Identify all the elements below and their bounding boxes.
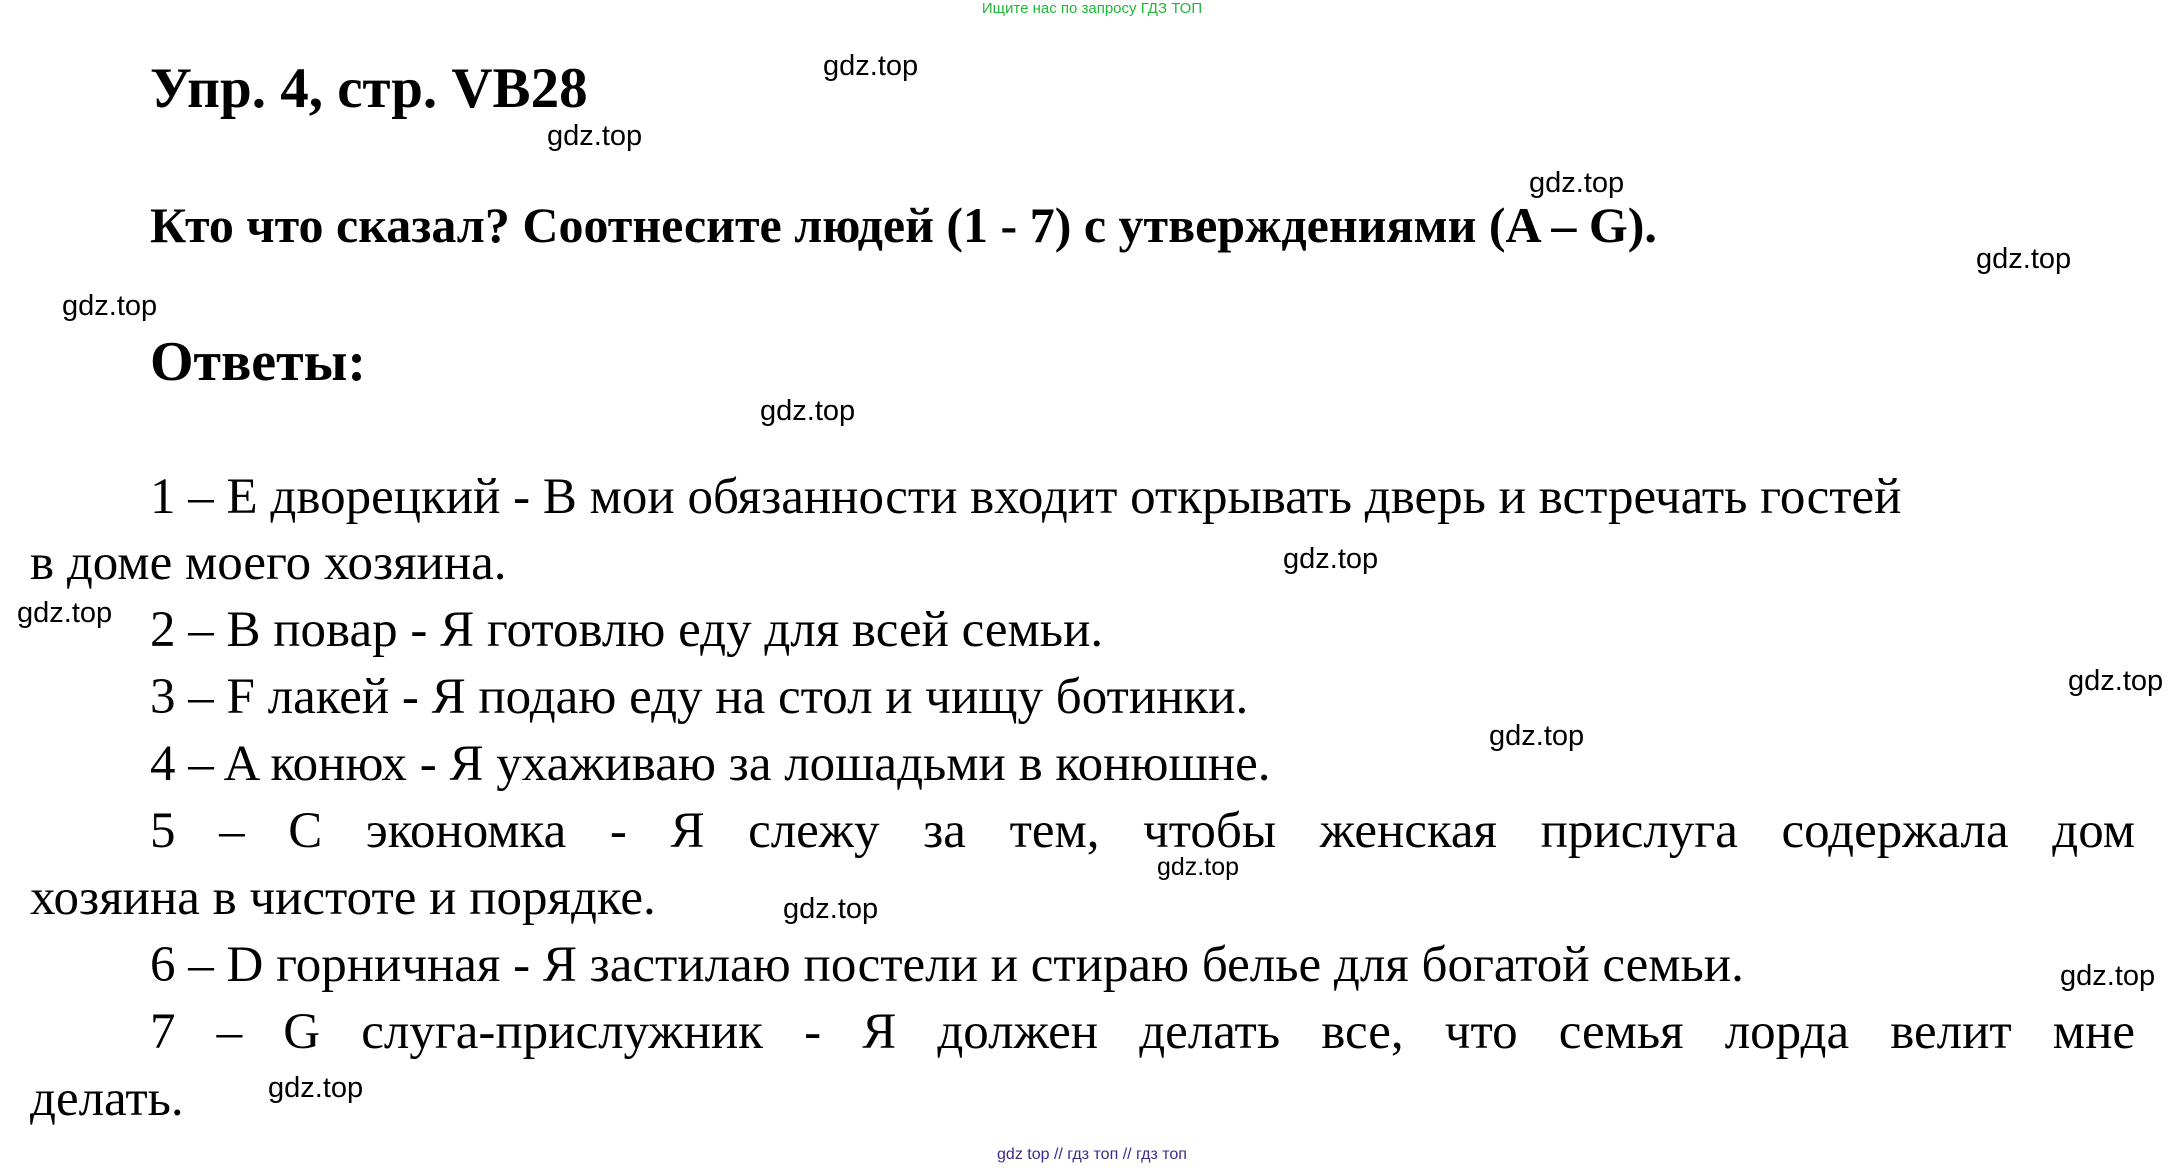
watermark: gdz.top xyxy=(2060,960,2156,992)
watermark: gdz.top xyxy=(547,120,643,152)
answer-line-3: 3 – F лакей - Я подаю еду на стол и чищу ботинки. xyxy=(150,669,1249,725)
answer-line-5: 5 – C экономка - Я слежу за тем, чтобы женская прислуга содержала дом xyxy=(150,803,2135,859)
top-banner: Ищите нас по запросу ГДЗ ТОП xyxy=(981,0,1203,17)
answer-line-7-continued: делать. xyxy=(30,1071,184,1127)
watermark: gdz.top xyxy=(1529,167,1625,199)
watermark: gdz.top xyxy=(1157,853,1240,881)
answer-line-7: 7 – G слуга-прислужник - Я должен делать все, что семья лорда велит мне xyxy=(150,1004,2135,1060)
watermark: gdz.top xyxy=(760,395,856,427)
answer-line-6: 6 – D горничная - Я застилаю постели и стираю белье для богатой семьи. xyxy=(150,937,1744,993)
watermark: gdz.top xyxy=(62,290,158,322)
watermark: gdz.top xyxy=(1489,720,1585,752)
watermark: gdz.top xyxy=(268,1072,364,1104)
watermark: gdz.top xyxy=(783,893,879,925)
watermark: gdz.top xyxy=(1283,543,1379,575)
task-statement: Кто что сказал? Соотнесите людей (1 - 7) с утверждениями (A – G). xyxy=(150,197,1657,253)
watermark: gdz.top xyxy=(17,597,113,629)
answer-line-1: 1 – E дворецкий - В мои обязанности входит открывать дверь и встречать гостей xyxy=(150,469,1902,525)
watermark: gdz.top xyxy=(2068,665,2164,697)
bottom-banner: gdz top // гдз топ // гдз топ xyxy=(997,1146,1187,1163)
answer-line-5-continued: хозяина в чистоте и порядке. xyxy=(30,870,656,926)
answers-heading: Ответы: xyxy=(150,331,367,393)
answer-line-1-continued: в доме моего хозяина. xyxy=(30,535,507,591)
answer-line-2: 2 – B повар - Я готовлю еду для всей семьи. xyxy=(150,602,1104,658)
page-title: Упр. 4, стр. VB28 xyxy=(150,57,588,120)
watermark: gdz.top xyxy=(823,50,919,82)
watermark: gdz.top xyxy=(1976,243,2072,275)
answer-line-4: 4 – A конюх - Я ухаживаю за лошадьми в конюшне. xyxy=(150,736,1271,792)
